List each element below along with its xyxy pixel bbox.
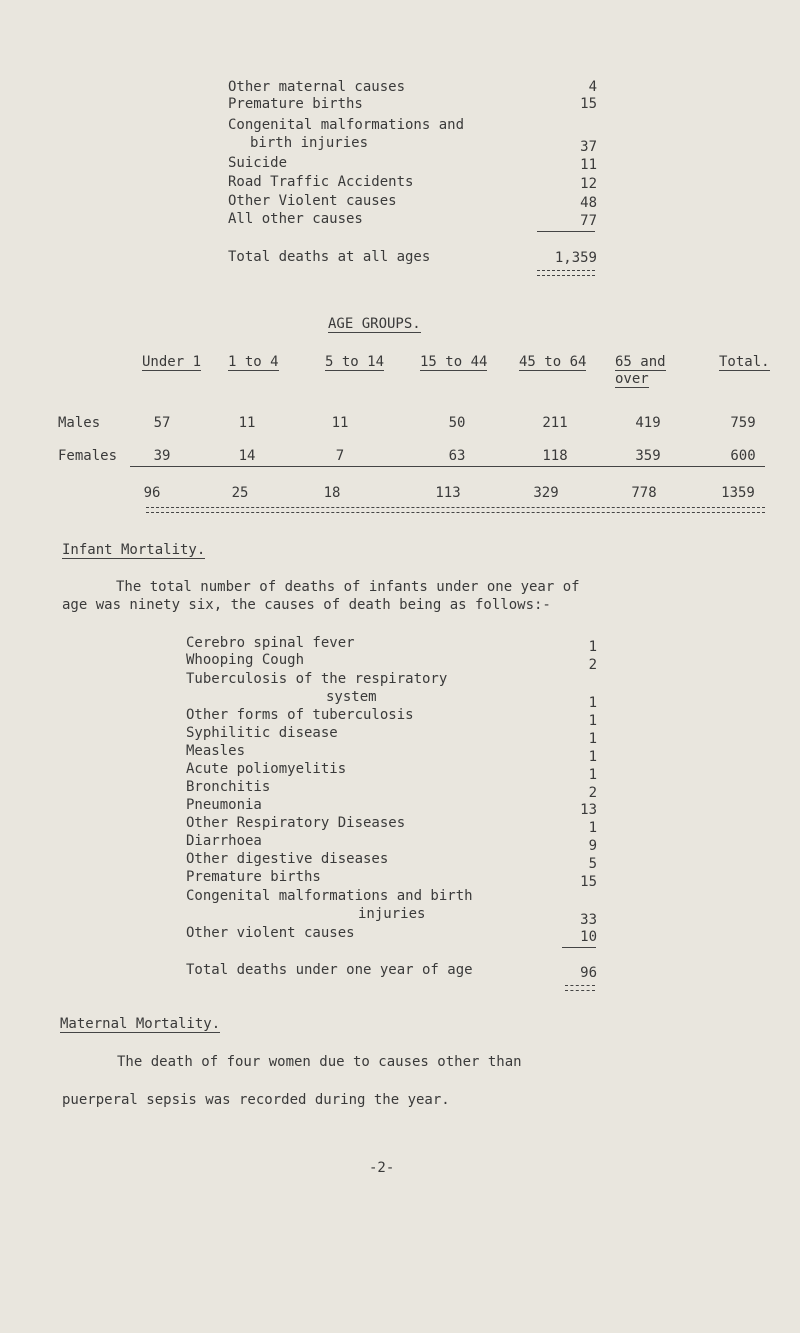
col-header-45-to-64: 45 to 64 — [519, 354, 587, 370]
cause-label: Other digestive diseases — [186, 851, 389, 867]
cause-value: 1 — [588, 731, 597, 747]
cause-label: Diarrhoea — [186, 833, 262, 849]
maternal-mortality-heading: Maternal Mortality. — [60, 1016, 221, 1032]
table-cell: 359 — [635, 448, 661, 464]
cause-value: 33 — [580, 912, 597, 928]
cause-label: Syphilitic disease — [186, 725, 338, 741]
table-cell: 329 — [533, 485, 559, 501]
cause-value: 12 — [580, 176, 597, 192]
sum-rule — [562, 947, 596, 948]
col-header-over: over — [615, 371, 649, 387]
table-total-rule — [130, 466, 765, 467]
infant-paragraph-line: The total number of deaths of infants under one year of — [116, 579, 580, 595]
cause-label: Premature births — [228, 96, 363, 112]
cause-label: Acute poliomyelitis — [186, 761, 347, 777]
table-cell: 11 — [238, 415, 256, 431]
infant-total-label: Total deaths under one year of age — [186, 962, 473, 978]
table-cell: 63 — [448, 448, 466, 464]
cause-label: Tuberculosis of the respiratory — [186, 671, 448, 687]
cause-value: 9 — [588, 838, 597, 854]
cause-value: 5 — [588, 856, 597, 872]
cause-value: 1 — [588, 749, 597, 765]
cause-value: 2 — [588, 657, 597, 673]
cause-label: Other Respiratory Diseases — [186, 815, 406, 831]
cause-label: Suicide — [228, 155, 288, 171]
age-groups-title: AGE GROUPS. — [328, 316, 421, 332]
infant-mortality-heading: Infant Mortality. — [62, 542, 206, 558]
cause-value: 15 — [580, 874, 597, 890]
table-cell: 1359 — [721, 485, 755, 501]
cause-label: Other violent causes — [186, 925, 355, 941]
cause-label: Other forms of tuberculosis — [186, 707, 414, 723]
cause-label: system — [326, 689, 377, 705]
cause-label: All other causes — [228, 211, 363, 227]
cause-label: Congenital malformations and — [228, 117, 465, 133]
cause-label: Congenital malformations and birth — [186, 888, 473, 904]
table-cell: 18 — [323, 485, 341, 501]
table-cell: 11 — [331, 415, 349, 431]
total-value: 1,359 — [554, 250, 597, 266]
table-cell: 419 — [635, 415, 661, 431]
col-header-65-and: 65 and — [615, 354, 666, 370]
total-label: Total deaths at all ages — [228, 249, 431, 265]
cause-value: 13 — [580, 802, 597, 818]
table-cell: 7 — [335, 448, 345, 464]
cause-value: 1 — [588, 820, 597, 836]
row-label-males: Males — [58, 415, 101, 431]
col-header-under-1: Under 1 — [142, 354, 202, 370]
cause-value: 11 — [580, 157, 597, 173]
cause-value: 48 — [580, 195, 597, 211]
col-header-15-to-44: 15 to 44 — [420, 354, 488, 370]
maternal-paragraph-line: The death of four women due to causes other than — [117, 1054, 522, 1070]
table-cell: 25 — [231, 485, 249, 501]
col-header-total: Total. — [719, 354, 770, 370]
table-cell: 211 — [542, 415, 568, 431]
cause-label: Pneumonia — [186, 797, 262, 813]
cause-value: 1 — [588, 639, 597, 655]
table-cell: 113 — [435, 485, 461, 501]
table-cell: 778 — [631, 485, 657, 501]
table-double-rule — [146, 507, 765, 513]
cause-label: Other maternal causes — [228, 79, 406, 95]
cause-value: 77 — [580, 213, 597, 229]
row-label-females: Females — [58, 448, 118, 464]
cause-label: Other Violent causes — [228, 193, 397, 209]
maternal-paragraph-line: puerperal sepsis was recorded during the year. — [62, 1092, 450, 1108]
cause-label: Measles — [186, 743, 246, 759]
cause-value: 2 — [588, 785, 597, 801]
col-header-1-to-4: 1 to 4 — [228, 354, 279, 370]
page-number: -2- — [369, 1160, 395, 1176]
cause-label: Cerebro spinal fever — [186, 635, 355, 651]
cause-label: injuries — [358, 906, 426, 922]
table-cell: 14 — [238, 448, 256, 464]
cause-label: Bronchitis — [186, 779, 271, 795]
infant-paragraph-line: age was ninety six, the causes of death being as follows:- — [62, 597, 551, 613]
cause-value: 15 — [580, 96, 597, 112]
cause-label: Road Traffic Accidents — [228, 174, 414, 190]
table-cell: 759 — [730, 415, 756, 431]
double-rule — [537, 270, 595, 276]
col-header-5-to-14: 5 to 14 — [325, 354, 385, 370]
table-cell: 57 — [153, 415, 171, 431]
cause-value: 10 — [580, 929, 597, 945]
cause-value: 4 — [588, 79, 597, 95]
cause-value: 1 — [588, 713, 597, 729]
table-cell: 118 — [542, 448, 568, 464]
table-cell: 96 — [143, 485, 161, 501]
sum-rule — [537, 231, 595, 232]
double-rule — [565, 985, 595, 991]
cause-label: Premature births — [186, 869, 321, 885]
table-cell: 39 — [153, 448, 171, 464]
cause-value: 1 — [588, 695, 597, 711]
cause-value: 1 — [588, 767, 597, 783]
infant-total-value: 96 — [580, 965, 597, 981]
table-cell: 50 — [448, 415, 466, 431]
table-cell: 600 — [730, 448, 756, 464]
cause-label: birth injuries — [250, 135, 369, 151]
cause-value: 37 — [580, 139, 597, 155]
cause-label: Whooping Cough — [186, 652, 305, 668]
